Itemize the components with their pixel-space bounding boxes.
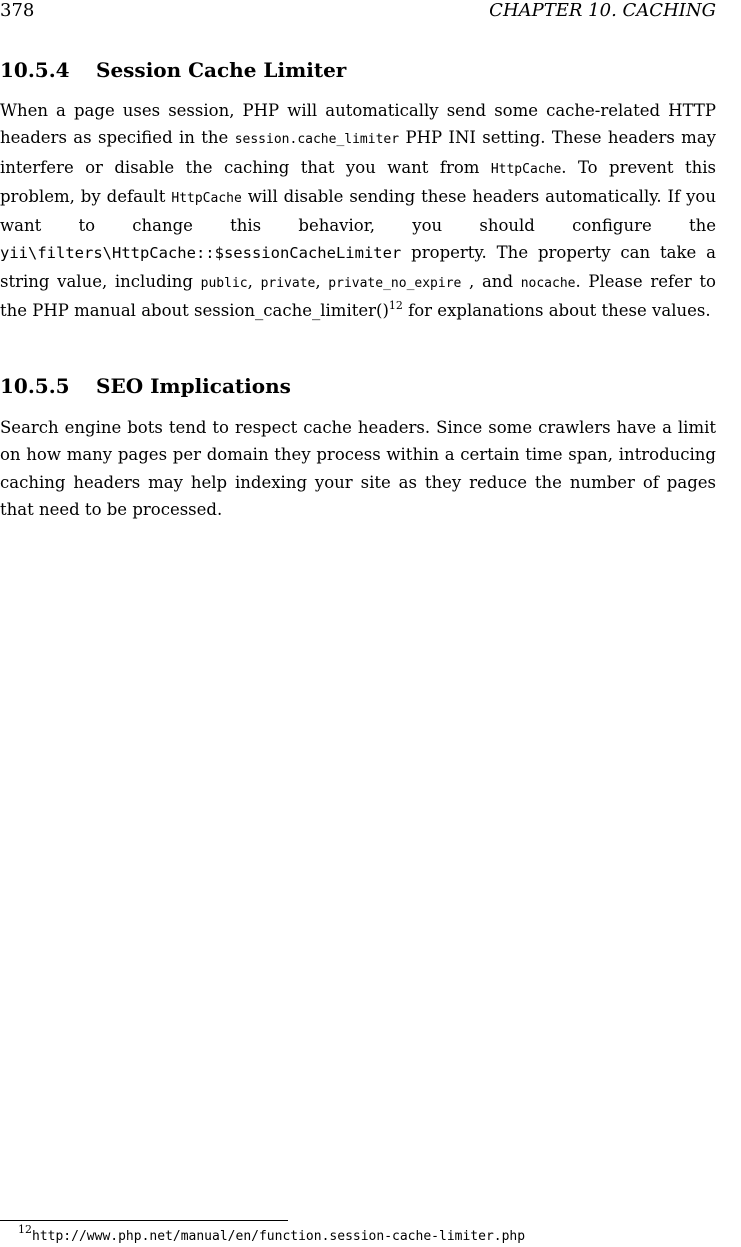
paragraph-text: property. The property can take a string value, including [0, 243, 716, 291]
section-heading-session-cache-limiter [0, 56, 716, 84]
inline-code-httpcache: HttpCache [490, 161, 562, 177]
inline-code-private: private [260, 275, 316, 291]
footnote-number: 12 [18, 1223, 32, 1236]
section-title: Session Cache Limiter [96, 58, 347, 82]
footnote-divider [0, 1220, 288, 1221]
page-number: 378 [0, 0, 35, 21]
inline-code-session-cache-limiter: session.cache_limiter [234, 132, 400, 148]
paragraph-text: . To prevent this problem, by default [0, 157, 716, 206]
inline-code-nocache: nocache [520, 275, 576, 291]
paragraph-text: will disable sending these headers automatically. If you want to change this behavior, you should configure the [0, 186, 716, 236]
section-title: SEO Implications [96, 374, 291, 398]
inline-code-httpcache: HttpCache [171, 190, 242, 206]
paragraph-text: , [315, 271, 329, 291]
footnote-url: http://www.php.net/manual/en/function.session-cache-limiter.php [32, 1229, 526, 1244]
paragraph-text: , [247, 271, 261, 291]
running-header [0, 0, 716, 22]
section-heading-seo-implications [0, 372, 716, 400]
footnote-reference: 12 [388, 299, 403, 313]
chapter-title: CHAPTER 10. CACHING [489, 0, 716, 21]
inline-code-public: public [200, 275, 248, 291]
section-number: 10.5.4 [0, 58, 70, 82]
footnote [18, 1223, 526, 1247]
inline-code-private-no-expire: private_no_expire [328, 275, 462, 291]
paragraph-text: , and [461, 271, 521, 291]
session-cache-paragraph [0, 97, 716, 324]
paragraph-text: PHP INI setting. These headers may interfere or disable the caching that you want from [0, 128, 716, 177]
seo-paragraph: Search engine bots tend to respect cache headers. Since some crawlers have a limit on how many pages per domain they process within a certain time span, introducing caching headers may help indexing your site as they reduce the number of pages that need to be processed. [0, 418, 716, 519]
paragraph-text: . Please refer to the PHP manual about session_cache_limiter() [0, 271, 716, 321]
inline-code-session-cache-limiter-property: yii\filters\HttpCache::$sessionCacheLimiter [0, 244, 402, 263]
section-number: 10.5.5 [0, 374, 70, 398]
paragraph-text: for explanations about these values. [402, 301, 711, 321]
paragraph-text: When a page uses session, PHP will automatically send some cache-related HTTP headers as specified in the [0, 101, 716, 148]
